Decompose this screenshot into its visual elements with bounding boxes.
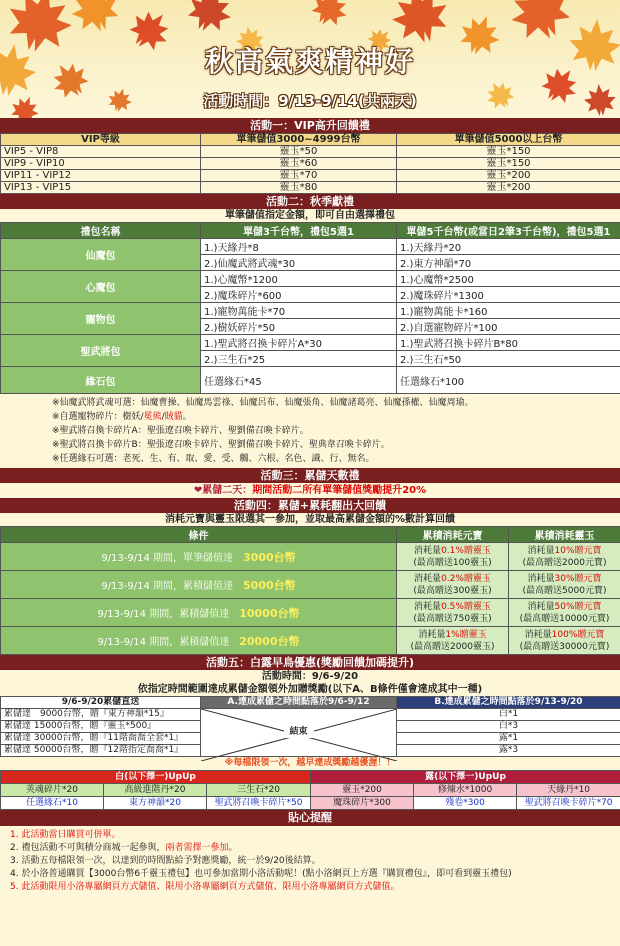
package-item: 1.)心魔幣*1200	[201, 271, 397, 287]
spend-reward-lj: 消耗量100%贈元寶 (最高贈送30000元寶)	[509, 627, 620, 655]
package-item: 1.)天緣丹*8	[201, 239, 397, 255]
early-reward-b: 白*1	[397, 709, 620, 721]
table-row	[1, 599, 620, 627]
package-item: 1.)天緣丹*20	[397, 239, 620, 255]
spend-reward-yb: 消耗量1%贈靈玉 (最高贈送2000靈玉)	[397, 627, 509, 655]
spend-condition: 9/13-9/14 期間，單筆儲值達 3000台幣	[1, 543, 397, 571]
table-row	[1, 709, 620, 721]
reminder-item: 4. 於小洛普通購買【3000台幣6千靈玉禮包】也可參加當期小洛活動呢！(點小洛網頁上方選『購買禮包』，即可看到靈玉禮包)	[10, 869, 512, 879]
package-item: 2.)自選寵物碎片*100	[397, 319, 620, 335]
event3-detail: ❤累儲二天：期間活動二所有單筆儲值獎勵提升20%	[0, 483, 620, 498]
dew-header: 露(以下擇一)UpUp	[311, 771, 620, 784]
package-header-name: 禮包名稱	[1, 223, 201, 239]
package-item: 1.)聖武將召換卡碎片A*30	[201, 335, 397, 351]
table-row	[1, 543, 620, 571]
event4-title: 活動四：累儲+累耗翻出大回饋	[0, 498, 620, 513]
reminders-title: 貼心提醒	[0, 810, 620, 826]
content	[0, 118, 620, 894]
vip-level: VIP11 - VIP12	[1, 170, 201, 182]
package-item: 2.)三生石*50	[397, 351, 620, 367]
package-item: 任選緣石*100	[397, 367, 620, 394]
spend-reward-yb: 消耗量0.1%贈靈玉 (最高贈送100靈玉)	[397, 543, 509, 571]
table-row	[1, 271, 620, 287]
package-name: 聖武將包	[1, 335, 201, 367]
note-red: 賊貓	[164, 412, 183, 422]
dew-item: 修煉水*1000	[414, 784, 517, 797]
vip-reward: 靈玉*60	[201, 158, 397, 170]
vip-header-5000: 單筆儲值5000以上台幣	[397, 134, 620, 146]
table-row	[1, 182, 620, 194]
early-bird-table	[0, 696, 620, 757]
page-title: 秋高氣爽精神好	[204, 45, 415, 78]
event5-subtitle: 依指定時間範圍達成累儲金額領外加贈獎勵(以下A、B條件僅會達成其中一種)	[0, 683, 620, 696]
spend-table	[0, 526, 620, 655]
maple-leaf-icon	[64, 0, 126, 39]
package-item: 2.)三生石*25	[201, 351, 397, 367]
white-item: 任選緣石*10	[1, 797, 104, 810]
spend-header-lj: 累積消耗靈玉	[509, 527, 620, 543]
spend-header-yb: 累積消耗元寶	[397, 527, 509, 543]
vip-level: VIP5 - VIP8	[1, 146, 201, 158]
event-date: 活動時間：9/13-9/14(共兩天)	[203, 92, 417, 110]
vip-reward: 靈玉*150	[397, 158, 620, 170]
reminders-list	[0, 826, 620, 894]
spend-reward-yb: 消耗量0.2%贈靈玉 (最高贈送300靈玉)	[397, 571, 509, 599]
package-name: 寵物包	[1, 303, 201, 335]
reminder-item: 1. 此活動當日購買可併單。	[10, 830, 121, 840]
vip-reward: 靈玉*150	[397, 146, 620, 158]
early-note: ※每檔限領一次，越早達成獎勵越優渥！！	[0, 757, 620, 770]
event2-title: 活動二：秋季獻禮	[0, 194, 620, 209]
table-row	[1, 158, 620, 170]
early-tier: 累儲達 15000台幣，贈『靈玉*500』	[1, 721, 201, 733]
table-row	[1, 146, 620, 158]
note-red: 冕熊	[143, 412, 162, 422]
white-item: 英魂碎片*20	[1, 784, 104, 797]
dew-item: 天緣丹*10	[517, 784, 620, 797]
package-item: 任選緣石*45	[201, 367, 397, 394]
table-row	[1, 797, 620, 810]
vip-reward: 靈玉*50	[201, 146, 397, 158]
spend-condition: 9/13-9/14 期間，累積儲值達 10000台幣	[1, 599, 397, 627]
table-row	[1, 627, 620, 655]
event1-title: 活動一：VIP高升回饋禮	[0, 118, 620, 133]
dew-item: 靈玉*200	[311, 784, 414, 797]
package-item: 2.)魔珠碎片*600	[201, 287, 397, 303]
maple-leaf-icon	[305, 0, 354, 33]
white-item: 東方神韻*20	[104, 797, 207, 810]
vip-level: VIP9 - VIP10	[1, 158, 201, 170]
white-item: 三生石*20	[207, 784, 311, 797]
vip-reward: 靈玉*70	[201, 170, 397, 182]
package-name: 緣石包	[1, 367, 201, 394]
package-item: 2.)樹妖碎片*50	[201, 319, 397, 335]
table-row	[1, 170, 620, 182]
early-reward-b: 露*3	[397, 745, 620, 757]
package-name: 心魔包	[1, 271, 201, 303]
table-row	[1, 571, 620, 599]
event2-subtitle: 單筆儲值指定金額，即可自由選擇禮包	[0, 209, 620, 222]
package-item: 1.)寵物萬能卡*160	[397, 303, 620, 319]
banner	[0, 0, 620, 118]
reminder-item: 5. 此活動限用小洛專屬網頁方式儲值、限用小洛專屬網頁方式儲值、限用小洛專屬網頁方式儲值。	[10, 882, 400, 892]
spend-header-cond: 條件	[1, 527, 397, 543]
vip-reward: 靈玉*80	[201, 182, 397, 194]
event4-subtitle: 消耗元寶與靈玉限選其一參加，並取最高累儲金額的%數計算回饋	[0, 513, 620, 526]
note-line: ※仙魔武將武魂可選：仙魔曹操、仙魔馬雲祿、仙魔呂布、仙魔張角、仙魔諸葛亮、仙魔孫權、仙魔周瑜。	[52, 398, 474, 408]
package-item: 1.)心魔幣*2500	[397, 271, 620, 287]
early-reward-b: 白*3	[397, 721, 620, 733]
white-item: 高級進階丹*20	[104, 784, 207, 797]
early-reward-b: 露*1	[397, 733, 620, 745]
event5-time: 活動時間：9/6-9/20	[0, 670, 620, 683]
package-name: 仙魔包	[1, 239, 201, 271]
package-item: 1.)寵物萬能卡*70	[201, 303, 397, 319]
table-row	[1, 303, 620, 319]
package-item: 2.)東方神韻*70	[397, 255, 620, 271]
ended-label: 結束	[284, 727, 314, 738]
note-line: ※任選緣石可選：老死、生、有、取、愛、受、觸、六根、名色、識、行、無名。	[52, 454, 375, 464]
table-row	[1, 335, 620, 351]
maple-leaf-icon	[181, 0, 239, 39]
table-row	[1, 784, 620, 797]
spend-reward-lj: 消耗量50%贈元寶 (最高贈送10000元寶)	[509, 599, 620, 627]
package-item: 2.)仙魔武將武魂*30	[201, 255, 397, 271]
ended-cell	[201, 709, 397, 757]
dew-item: 魔珠碎片*300	[311, 797, 414, 810]
early-tier: 累儲達 30000台幣，贈『11階喬喬全套*1』	[1, 733, 201, 745]
table-row	[1, 239, 620, 255]
spend-reward-lj: 消耗量10%贈元寶 (最高贈送2000元寶)	[509, 543, 620, 571]
spend-condition: 9/13-9/14 期間，累積儲值達 20000台幣	[1, 627, 397, 655]
white-header: 白(以下擇一)UpUp	[1, 771, 311, 784]
vip-header-level: VIP等級	[1, 134, 201, 146]
event3-title: 活動三：累儲天數禮	[0, 468, 620, 483]
early-tier: 累儲達 9000台幣，贈『東方神韻*15』	[1, 709, 201, 721]
white-item: 聖武將召喚卡碎片*50	[207, 797, 311, 810]
vip-level: VIP13 - VIP15	[1, 182, 201, 194]
vip-header-3000: 單筆儲值3000~4999台幣	[201, 134, 397, 146]
event5-title: 活動五：白露早鳥優惠(獎勵回饋加碼提升)	[0, 655, 620, 670]
package-table	[0, 222, 620, 394]
early-tier: 累儲達 50000台幣，贈『12階指定喬喬*1』	[1, 745, 201, 757]
early-header-b: B.達成累儲之時間點落於9/13-9/20	[397, 697, 620, 709]
early-header-direct: 9/6-9/20累儲直送	[1, 697, 201, 709]
choice-table	[0, 770, 620, 810]
dew-item: 殘卷*300	[414, 797, 517, 810]
vip-reward: 靈玉*200	[397, 170, 620, 182]
package-header-5000: 單儲5千台幣(或當日2筆3千台幣)，禮包5選1	[397, 223, 620, 239]
vip-reward: 靈玉*200	[397, 182, 620, 194]
dew-item: 聖武將召喚卡碎片*70	[517, 797, 620, 810]
package-notes	[0, 394, 620, 468]
spend-reward-lj: 消耗量30%贈元寶 (最高贈送5000元寶)	[509, 571, 620, 599]
spend-reward-yb: 消耗量0.5%贈靈玉 (最高贈送750靈玉)	[397, 599, 509, 627]
table-row	[1, 367, 620, 394]
package-item: 2.)魔珠碎片*1300	[397, 287, 620, 303]
reminder-item: 2. 禮包活動不可與積分商城一起參與，兩者需擇一參加。	[10, 843, 238, 853]
reminder-item: 3. 活動五每檔限領一次，以達到的時間點給予對應獎勵，統一於9/20後結算。	[10, 856, 321, 866]
package-header-3000: 單儲3千台幣，禮包5選1	[201, 223, 397, 239]
note-line: ※自選寵物碎片：樹妖/冕熊/賊貓。	[52, 412, 192, 422]
package-item: 1.)聖武將召換卡碎片B*80	[397, 335, 620, 351]
spend-condition: 9/13-9/14 期間，累積儲值達 5000台幣	[1, 571, 397, 599]
early-header-a: A.達成累儲之時間點落於9/6-9/12	[201, 697, 397, 709]
note-line: ※聖武將召換卡碎片A：聖張遼召喚卡碎片、聖劉備召喚卡碎片。	[52, 426, 309, 436]
note-line: ※聖武將召換卡碎片B：聖張遼召喚卡碎片、聖劉備召喚卡碎片、聖典韋召喚卡碎片。	[52, 440, 390, 450]
vip-table	[0, 133, 620, 194]
